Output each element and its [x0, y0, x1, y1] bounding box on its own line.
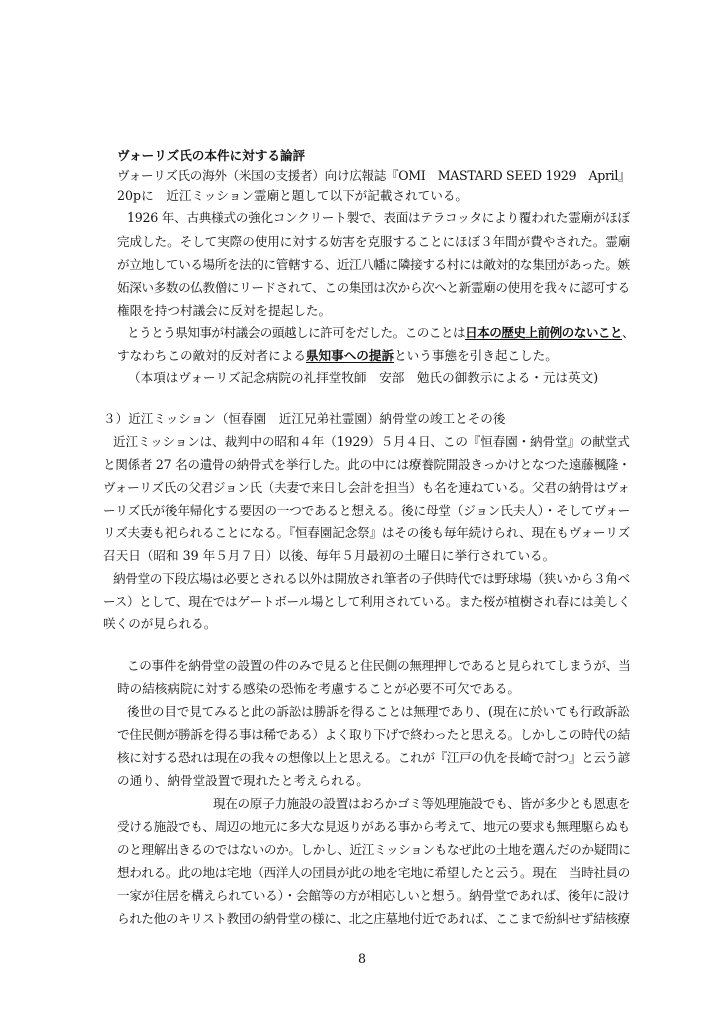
text-run: とうとう県知事が村議会の頭越しに許可をだした。このことは — [127, 325, 466, 340]
page-number: 8 — [357, 951, 366, 966]
paragraph-line: が立地している場所を法的に管轄する、近江八幡に隣接する村には敵対的な集団があった。嫉 — [117, 257, 630, 272]
paragraph-line: 権限を持つ村議会に反対を提起した。 — [117, 303, 332, 318]
text-run: という事態を引き起こした。 — [394, 348, 558, 363]
emphasis-unprecedented: 日本の歴史上前例のないこと — [465, 325, 623, 340]
paragraph-line: ース）として、現在ではゲートボール場として利用されている。また桜が植樹され春には美しく — [103, 594, 631, 609]
paragraph-line — [117, 347, 558, 365]
paragraph-line: 1926 年、古典様式の強化コンクリート製で、表面はテラコッタにより覆われた霊廟がほぼ — [127, 210, 630, 225]
paragraph-line — [127, 324, 634, 342]
paragraph-line: 召天日（昭和 39 年５月７日）以後、毎年５月最初の土曜日に挙行されている。 — [103, 548, 556, 563]
paragraph-line: の通り、納骨堂設置で現れたと考えられる。 — [117, 773, 369, 788]
paragraph-line: 時の結核病院に対する感染の恐怖を考慮することが必要不可欠である。 — [117, 681, 520, 696]
paragraph-line: リズ夫妻も祀られることになる。『恒春園記念祭』はその後も毎年続けられ、現在もヴォーリズ — [103, 525, 630, 540]
paragraph-line: 20pに 近江ミッション霊廟と題して以下が記載されている。 — [117, 188, 469, 203]
paragraph-line: 受ける施設でも、周辺の地元に多大な見返りがある事から考えて、地元の要求も無理駆らぬも — [117, 819, 630, 834]
paragraph-line: 納骨堂の下段広場は必要とされる以外は開放され筆者の子供時代では野球場（狭いから３角ベ — [113, 571, 630, 586]
paragraph-line: のと理解出きるのではないのか。しかし、近江ミッションもなぜ此の土地を選んだのか疑問に — [117, 842, 631, 857]
paragraph-line: この事件を納骨堂の設置の件のみで見ると住民側の無理押しであると見られてしまうが、当 — [127, 658, 631, 673]
paragraph-line: ヴォーリズ氏の海外（米国の支援者）向け広報誌『OMI MASTARD SEED 1929 April』 — [117, 168, 631, 183]
emphasis-appeal-to-governor: 県知事への提訴 — [305, 348, 395, 363]
paragraph-line: 咲くのが見られる。 — [103, 616, 217, 631]
paragraph-line: ヴォーリズ氏の父君ジョン氏（夫妻で来日し会計を担当）も名を連ねている。父君の納骨はヴォ — [103, 480, 630, 495]
section-heading-vories-commentary: ヴォーリズ氏の本件に対する論評 — [117, 148, 306, 163]
paragraph-line: と関係者 27 名の遺骨の納骨式を挙行した。此の中には療養院開設きっかけとなつた遠藤楓隆・ — [103, 457, 631, 472]
source-note: （本項はヴォーリズ記念病院の礼拝堂牧師 安部 勉氏の御教示による・元は英文) — [128, 370, 599, 385]
paragraph-line: 一家が住居を構えられている）・会館等の方が相応しいと想う。納骨堂であれば、後年に設け — [117, 888, 630, 903]
paragraph-line: られた他のキリスト教団の納骨堂の様に、北之庄墓地付近であれば、ここまで紛糾せず結核療 — [117, 911, 630, 926]
paragraph-line: 後世の目で見てみると此の訴訟は勝訴を得ることは無理であり、(現在に於いても行政訴訟 — [127, 704, 630, 719]
paragraph-line: ーリズ氏が後年帰化する要因の一つであると想える。後に母堂（ジョン氏夫人）・そしてヴォー — [103, 503, 631, 518]
text-run: すなわちこの敵対的反対者による — [117, 348, 306, 363]
paragraph-line: 妬深い多数の仏教僧にリードされて、この集団は次から次へと新霊廟の使用を我々に認可する — [117, 280, 630, 295]
text-run: 、 — [622, 325, 635, 340]
section-heading-ossuary: ３）近江ミッション（恒春園 近江兄弟社霊園）納骨堂の竣工とその後 — [103, 411, 506, 426]
paragraph-line: 核に対する恐れは現在の我々の想像以上と思える。これが『江戸の仇を長崎で討つ』と云う諺 — [117, 750, 630, 765]
paragraph-line: 近江ミッションは、裁判中の昭和４年（1929）５月４日、この『恒春園・納骨堂』の献堂式 — [113, 434, 630, 449]
paragraph-line: 完成した。そして実際の使用に対する妨害を克服することにほぼ３年間が費やされた。霊廟 — [117, 234, 631, 249]
paragraph-line: 想われる。此の地は宅地（西洋人の団員が此の地を宅地に希望したと云う。現在 当時社員の — [117, 865, 630, 880]
paragraph-line: 現在の原子力施設の設置はおろかゴミ等処理施設でも、皆が多少とも恩恵を — [213, 796, 631, 811]
paragraph-line: で住民側が勝訴を得る事は稀である）よく取り下げで終わったと思える。しかしこの時代の結 — [117, 727, 630, 742]
